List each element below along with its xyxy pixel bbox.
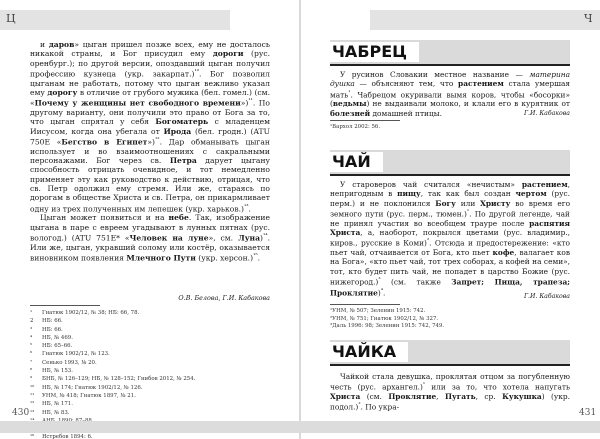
text-run: или за то, что хотела напугать (425, 382, 570, 392)
section-footnote-rule (330, 120, 400, 121)
right-header-bar (370, 10, 600, 30)
footnote-marker: ³ (378, 276, 381, 283)
cross-reference-term: чертом (515, 189, 547, 199)
text-run: Чайкой стала девушка, проклятая отцом за погубленную честь (рус. архангел.) (330, 372, 570, 392)
right-page-number: 431 (579, 408, 597, 418)
section-heading-chabrets (330, 40, 570, 66)
text-run: . (382, 288, 386, 298)
cross-reference-term: небе (168, 213, 189, 223)
cross-reference-term: Петра (169, 156, 197, 166)
footnote-text: Сенько 1993, № 20. (42, 359, 97, 366)
footnote-text: НБ, № 174; Гнатюк 1902/12, № 126. (42, 384, 143, 391)
section-signature-chai: Г.И. Кабакова (523, 293, 570, 300)
left-bottom-bar (0, 421, 300, 433)
footnote-item (330, 323, 560, 331)
footnote-text: УНМ, № 751; Гнатюк 1902/12, № 327. (332, 315, 439, 322)
text-run: (укр. херсон.) (195, 253, 254, 263)
text-run: ») (240, 98, 249, 108)
footnote-item (30, 375, 230, 383)
footnote-number: ¹ (30, 310, 33, 316)
footnote-item (30, 400, 230, 408)
footnote-text: Даль 1996: 98; Зеленин 1915: 742, 749. (332, 323, 445, 330)
text-paragraph (30, 40, 270, 213)
footnote-number: ³ (330, 323, 333, 330)
left-footnotes (30, 309, 230, 439)
section-text-chai (330, 180, 570, 297)
footnote-text: НБ, № 83. (42, 409, 70, 416)
text-run: ) не выдаивали молоко, и клали его в курятник от (366, 99, 570, 109)
footnote-text: НБ, № 171. (42, 401, 73, 408)
cross-reference-term: Луна (237, 233, 261, 243)
text-run: . Бог позволил цыганам не работать, потому что цыган вежливо указал ему (30, 69, 270, 98)
section-heading-chaika (330, 340, 570, 366)
text-run: ) (укр. подол.) (330, 392, 570, 412)
text-run: . Так, изображение цыгана в паре с евреем угадывают в лунных пятнах (рус. вологод.) (ATU 751E* « (30, 213, 270, 243)
cross-reference-term: распятия Христа (330, 218, 570, 237)
text-run: или (455, 198, 481, 208)
text-run: . По другому варианту, они получили это право от Бога за то, что цыган спрятал у себя (30, 98, 270, 127)
left-page-number: 430 (12, 408, 30, 418)
footnote-marker: ¹² (155, 137, 160, 144)
footnote-item (30, 384, 230, 392)
footnote-marker: ¹³ (243, 203, 249, 210)
section-heading-rule (330, 364, 570, 366)
text-run: (рус. перм.) и не поклонился (330, 189, 570, 208)
text-run: с младенцем Иисусом, когда она убегала от (30, 117, 270, 136)
text-run: , непригодным в (330, 180, 570, 199)
cross-reference-term: дороги (212, 49, 244, 59)
cross-reference-term: Запрет; Пища, трапеза; Проклятие (330, 277, 570, 298)
text-run: , так как был создан (420, 189, 516, 199)
footnote-number: ⁵ (30, 343, 33, 350)
section-text-chaika (330, 372, 570, 412)
text-run: , а, наоборот, покрылся цветами (рус. владимир., киров., русские в Коми) (330, 227, 570, 248)
footnote-number: ¹³ (30, 409, 35, 416)
footnote-item (30, 334, 230, 342)
footnote-number: ¹⁶ (30, 434, 35, 439)
footnote-marker: ¹ (466, 208, 470, 215)
footnote-text: НБ: 66. (42, 318, 63, 325)
footnote-item (330, 124, 560, 132)
cross-reference-term: Богу (435, 198, 456, 208)
left-header-bar (0, 10, 230, 30)
section-title: ЧАЙКА (330, 342, 408, 362)
text-run: — объясняют тем, что (354, 79, 459, 89)
cross-reference-term: болезней (330, 108, 371, 118)
section-footnotes-chabrets (330, 124, 560, 132)
footnote-number: ⁸ (30, 368, 33, 375)
text-run: У русинов Словакии местное название — (340, 70, 530, 79)
text-run: . По другой легенде, чай не принял участия во всеобщем трауре после (330, 209, 570, 228)
footnote-marker: ¹ (422, 382, 426, 389)
footnote-item (30, 359, 230, 367)
footnote-text: Ястребов 1894: 6. (42, 434, 93, 439)
text-run: » цыган пришел позже всех, ему не досталось никакой страны, и Бог присудил ему (30, 40, 270, 59)
footnote-text: НБ: 65–66. (42, 343, 73, 350)
text-run: (см. (360, 392, 389, 402)
footnote-item (30, 367, 230, 375)
footnote-text: УНМ, № 507; Зеленин 1915: 742. (332, 308, 426, 314)
footnote-number: ³ (30, 326, 33, 333)
left-footnote-rule (30, 305, 100, 306)
text-run: У староверов чай считался «нечистым» (340, 180, 522, 189)
text-run: ) (377, 288, 381, 298)
footnote-item (30, 326, 230, 334)
footnote-item (30, 409, 230, 417)
footnote-marker: ¹⁰ (194, 68, 200, 75)
section-title: ЧАЙ (330, 152, 383, 172)
footnote-number: ¹ (330, 308, 333, 314)
cross-reference-term: растением (458, 79, 504, 89)
cross-reference-term: Пугать (444, 392, 476, 402)
footnote-number: ⁹ (30, 376, 33, 383)
text-run: , ср. (475, 392, 503, 402)
text-run: во время его земного пути (рус. перм., тюмен.) (330, 198, 571, 219)
footnote-text: НБ: 66. (42, 326, 63, 333)
footnote-number: ¹² (30, 401, 35, 408)
footnote-marker: ² (426, 238, 430, 245)
footnote-item (30, 309, 230, 317)
footnote-item (30, 342, 230, 350)
footnote-number: 2 (30, 318, 34, 325)
cross-reference-term: Бегство в Египет (61, 137, 148, 147)
section-title: ЧАБРЕЦ (330, 42, 419, 62)
section-heading-chai (330, 150, 570, 176)
footnote-marker: ¹ (348, 89, 351, 96)
footnote-item (30, 433, 230, 439)
left-author-signature: О.В. Белова, Г.И. Кабакова (178, 294, 270, 302)
footnote-text: НБ, № 469. (42, 334, 73, 341)
cross-reference-term: Проклятие (388, 392, 437, 402)
section-heading-rule (330, 64, 570, 66)
cross-reference-term: Богоматерь (155, 117, 209, 127)
right-header-letter: Ч (584, 12, 593, 25)
text-run: стала умершая мать (330, 79, 571, 100)
text-run: . (257, 253, 261, 263)
text-run: (бел. гродн.) (ATU 750E « (30, 126, 270, 147)
text-run: дарует цыгану способность отрицать очевидное, и тот немедленно применяет эту как руководство к действию, отрицая, что св. Петр одолжил ему стремя. Или же, стараясь по дорогам в обществе Христа и св. Петра, он прикармливает одну из трех полученных им лепешек (укр. харьков.) (30, 156, 270, 214)
cross-reference-term: Кукушка (502, 392, 542, 402)
text-run: . Чабрецом окуривали вымя коров, чтобы «босорки» ( (330, 90, 570, 109)
text-paragraph (30, 213, 270, 263)
footnote-marker: ² (358, 402, 361, 409)
text-run: . Или же, цыган, укравший солому или костёр, оказывается виновником появления (30, 233, 270, 263)
text-run: . Дар обманывать цыган использует и во взаимоотношениях с сакральными персонажами. Бог через св. (30, 137, 270, 166)
footnote-number: ¹⁰ (30, 384, 35, 391)
text-run: , валагает ков на Бога», «кто пьет чай, тот трех соборах, а кофей на семи», тот, кто будет пить чай, не попадет в царство Божие (рус. нижегород.) (330, 248, 570, 287)
text-run: ) (260, 233, 264, 243)
text-run: », см. (208, 233, 238, 243)
section-signature-chabrets: Г.И. Кабакова (523, 110, 570, 117)
footnote-marker: ⁴ (380, 287, 383, 294)
footnote-number: ⁷ (30, 359, 33, 366)
cross-reference-term: Человек на луне (129, 233, 209, 243)
cross-reference-term: растением (521, 180, 568, 189)
cross-reference-term: даров (48, 40, 75, 49)
text-run: и (40, 40, 49, 49)
text-run: материна душка (330, 70, 570, 89)
text-run: (рус. оренбург.); по другой версии, опоздавший цыган получил профессию кузнеца (укр. закарпат.) (30, 49, 270, 79)
footnote-text: Вархол 2002: 56. (332, 124, 381, 130)
text-run: . По укра- (360, 402, 400, 412)
footnote-text: Гнатюк 1902/12, № 123. (42, 351, 110, 358)
footnote-marker: ¹⁴ (263, 233, 268, 240)
text-run: . Отсюда и предостережение: «кто пьет чай, отчаивается от Бога, кто пьет (330, 238, 570, 258)
footnote-number: ¹ (330, 124, 333, 130)
text-run: в отличие от грубого мужика (бел. гомел.) (см. « (30, 88, 270, 108)
footnote-text: Гнатюк 1902/12, № 38; НБ: 66, 78. (42, 310, 140, 316)
footnote-item (330, 308, 560, 316)
cross-reference-term: ведьмы (332, 99, 367, 109)
text-run: домашней птицы. (370, 108, 442, 118)
text-run: Цыган может появиться и на (40, 213, 169, 223)
left-header-letter: Ц (6, 12, 16, 25)
footnote-marker: ¹¹ (248, 98, 253, 105)
cross-reference-term: кофе (492, 248, 515, 258)
left-body-text (30, 40, 270, 263)
footnote-number: ⁶ (30, 351, 33, 358)
footnote-number: ⁴ (30, 334, 33, 341)
cross-reference-term: Почему у женщины нет свободного времени (34, 98, 241, 108)
footnote-item (30, 392, 230, 400)
right-bottom-bar (300, 421, 600, 433)
cross-reference-term: Млечного Пути (126, 253, 196, 263)
footnote-text: НБ, № 153. (42, 368, 73, 375)
footnote-number: ¹¹ (30, 392, 35, 399)
section-footnote-rule (330, 304, 400, 305)
cross-reference-term: Ирода (163, 126, 192, 136)
footnote-text: БНБ, № 126–129; НБ, № 128–152; Гнибов 2012, № 254. (42, 376, 196, 383)
footnote-marker: ¹⁵ (253, 253, 258, 260)
section-heading-rule (330, 174, 570, 176)
footnote-item (30, 350, 230, 358)
text-run: ») (147, 137, 155, 147)
cross-reference-term: пищу (397, 189, 421, 199)
text-run: . (248, 204, 251, 214)
cross-reference-term: дорогу (47, 88, 78, 98)
cross-reference-term: Христа (330, 392, 361, 402)
text-run: , (436, 392, 445, 402)
text-run: (см. также (380, 277, 452, 287)
footnote-text: УНМ, № 418; Гнатюк 1897, № 21. (42, 392, 136, 399)
footnote-number: ² (330, 315, 333, 322)
right-page (300, 0, 600, 439)
cross-reference-term: Христу (480, 198, 511, 208)
section-footnotes-chai (330, 308, 560, 331)
footnote-item (30, 317, 230, 325)
